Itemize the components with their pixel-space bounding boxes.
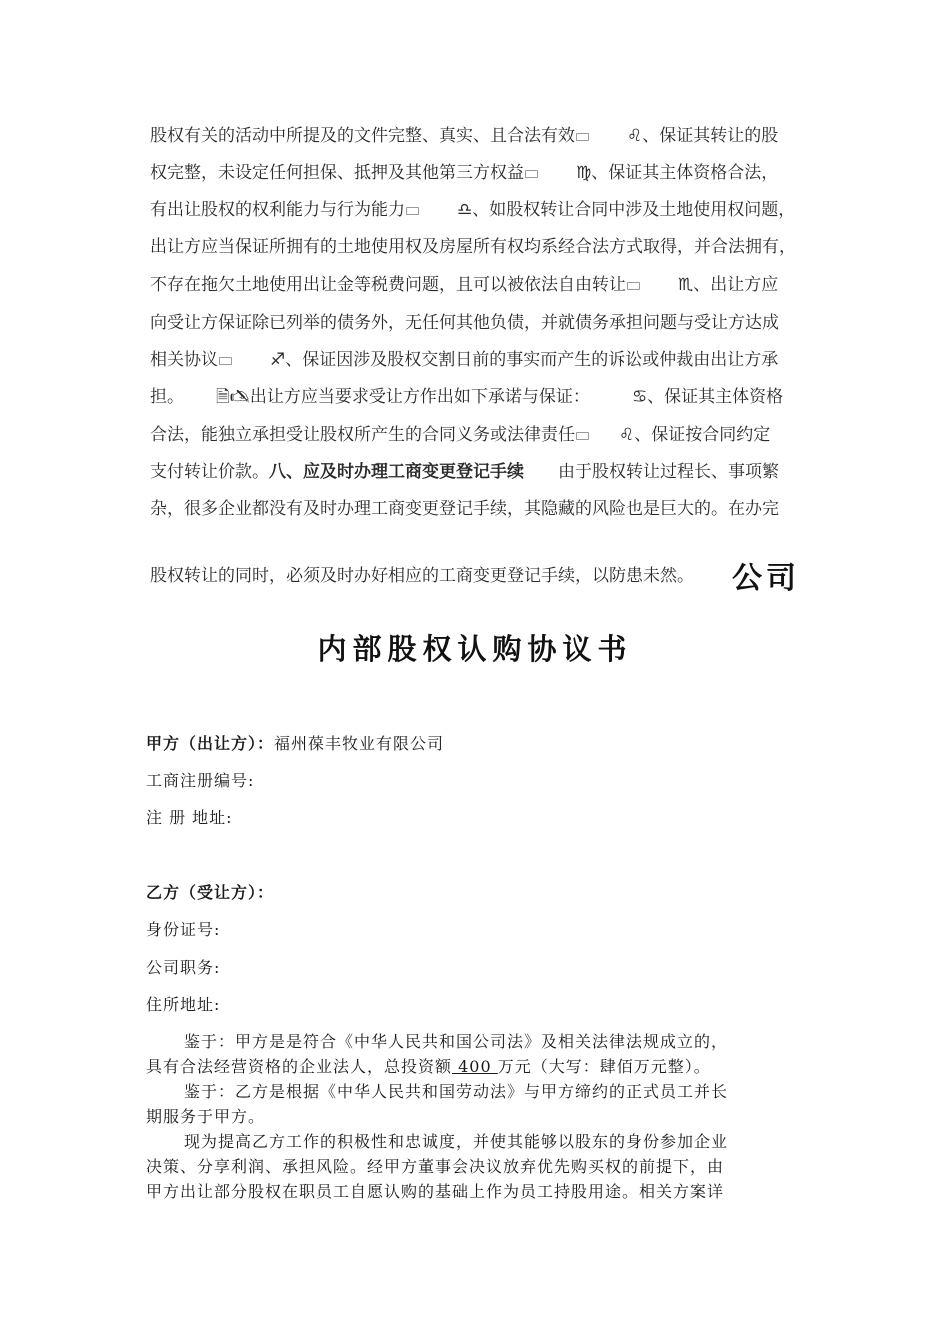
body-line xyxy=(146,1054,810,1079)
flow-line-2 xyxy=(150,154,810,191)
flow-line-4 xyxy=(150,228,810,265)
body-line: 现为提高乙方工作的积极性和忠诚度，并使其能够以股东的身份参加企业 xyxy=(184,1132,729,1151)
party-a-label: 甲方（出让方）： xyxy=(146,734,275,753)
flow-text: ♌、保证其转让的股 xyxy=(627,126,779,145)
paragraph-mark-icon xyxy=(576,432,589,440)
flow-text: ♌、保证按合同约定 xyxy=(619,425,771,444)
flow-text: 🗎🖎出让方应当要求受让方作出如下承诺与保证： xyxy=(216,387,590,406)
doc-title: 内部股权认购协议书 xyxy=(317,632,633,666)
body-line: 鉴于：乙方是根据《中华人民共和国劳动法》与甲方缔约的正式员工并长 xyxy=(184,1082,729,1101)
contract-body xyxy=(146,1029,810,1204)
flow-line-8 xyxy=(150,378,810,415)
paragraph-mark-icon xyxy=(525,170,538,178)
paragraph-mark-icon xyxy=(406,207,419,215)
party-a-name: 福州葆丰牧业有限公司 xyxy=(274,734,445,753)
section-heading: 八、应及时办理工商变更登记手续 xyxy=(269,462,524,481)
paragraph-mark-icon xyxy=(219,357,232,365)
body-line: 期服务于甲方。 xyxy=(146,1107,266,1126)
party-b-id-no: 身份证号: xyxy=(146,920,221,939)
flow-text: 有出让股权的权利能力与行为能力 xyxy=(150,200,405,219)
flow-line-12 xyxy=(150,557,810,594)
flow-text: 出让方应当保证所拥有的土地使用权及房屋所有权均系经合法方式取得，并合法拥有， xyxy=(150,237,796,256)
body-text: 万元（大写：肆佰万元整）。 xyxy=(497,1057,711,1076)
flow-line-1 xyxy=(150,117,810,154)
flow-text: 股权转让的同时，必须及时办好相应的工商变更登记手续，以防患未然。 xyxy=(150,566,694,585)
flow-text: 杂，很多企业都没有及时办理工商变更登记手续，其隐藏的风险也是巨大的。在办完 xyxy=(150,499,779,518)
flow-text: 相关协议 xyxy=(150,350,218,369)
flow-text: 股权有关的活动中所提及的文件完整、真实、且合法有效 xyxy=(150,126,575,145)
party-b-address: 住所地址: xyxy=(146,995,221,1014)
flow-text: 权完整，未设定任何担保、抵押及其他第三方权益 xyxy=(150,163,524,182)
flow-text: 合法，能独立承担受让股权所产生的合同义务或法律责任 xyxy=(150,425,575,444)
body-line: 决策、分享利润、承担风险。经甲方董事会决议放弃优先购买权的前提下，由 xyxy=(146,1157,725,1176)
party-a-row xyxy=(146,731,444,754)
investment-amount: 400 xyxy=(452,1057,498,1076)
party-b-position: 公司职务: xyxy=(146,958,221,977)
flow-line-3 xyxy=(150,191,810,228)
flow-text: ♍、保证其主体资格合法， xyxy=(576,163,779,182)
flow-text: ♎、如股权转让合同中涉及土地使用权问题， xyxy=(457,200,796,219)
flow-line-7 xyxy=(150,341,810,378)
flow-text: ♐、保证因涉及股权交割日前的事实而产生的诉讼或仲裁由出让方承 xyxy=(270,350,779,369)
party-b-label: 乙方（受让方）： xyxy=(146,883,275,902)
flow-text: 担。 xyxy=(150,387,184,406)
doc-title-part1: 公司 xyxy=(732,561,800,596)
body-text: 具有合法经营资格的企业法人，总投资额 xyxy=(146,1057,453,1076)
paragraph-mark-icon xyxy=(627,282,640,290)
flow-line-6 xyxy=(150,304,810,341)
flow-text: 不存在拖欠土地使用出让金等税费问题，且可以被依法自由转让 xyxy=(150,275,626,294)
flow-line-10 xyxy=(150,453,810,490)
flow-text: ♋、保证其主体资格 xyxy=(631,387,784,406)
flow-line-5 xyxy=(150,266,810,303)
flow-text: 向受让方保证除已列举的债务外，无任何其他负债，并就债务承担问题与受让方达成 xyxy=(150,313,779,332)
body-line: 鉴于：甲方是是符合《中华人民共和国公司法》及相关法律法规成立的， xyxy=(184,1032,729,1051)
flow-line-11 xyxy=(150,490,810,527)
party-b-row xyxy=(146,880,274,903)
flow-text: ♏、出让方应 xyxy=(678,275,779,294)
flow-line-9 xyxy=(150,416,810,453)
flow-text: 由于股权转让过程长、事项繁 xyxy=(558,462,779,481)
body-line: 甲方出让部分股权在职员工自愿认购的基础上作为员工持股用途。相关方案详 xyxy=(146,1182,725,1201)
party-a-reg-no: 工商注册编号: xyxy=(146,771,255,790)
party-a-address: 注 册 地址: xyxy=(146,808,233,827)
paragraph-mark-icon xyxy=(576,133,589,141)
flow-text: 支付转让价款。 xyxy=(150,462,269,481)
